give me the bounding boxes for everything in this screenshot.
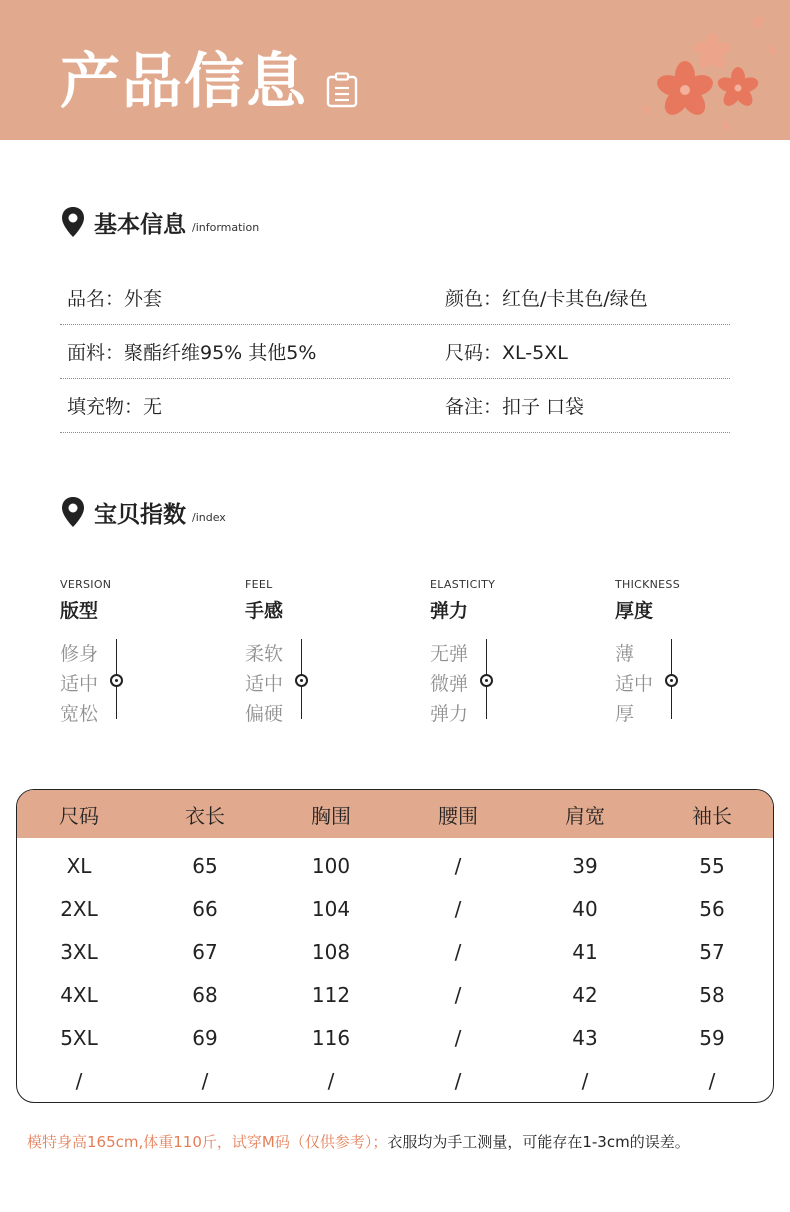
index-option: 修身: [60, 643, 99, 665]
table-cell: 68: [192, 983, 218, 1007]
table-cell: 67: [192, 940, 218, 964]
table-cell: 56: [699, 897, 725, 921]
measure-disclaimer: 衣服均为手工测量，可能存在1-3cm的误差。: [387, 1133, 690, 1151]
index-label-en: THICKNESS: [615, 578, 680, 591]
info-fabric: 面料：聚酯纤维95% 其他5%: [67, 342, 317, 364]
header-chest: 胸围: [311, 804, 351, 828]
table-cell: 104: [311, 897, 351, 921]
table-cell: 66: [192, 897, 218, 921]
header-shoulder: 肩宽: [565, 804, 605, 828]
header-sleeve: 袖长: [692, 804, 732, 828]
cherry-blossom-icon: [630, 10, 790, 135]
table-cell: 59: [699, 1026, 725, 1050]
index-option: 薄: [615, 643, 635, 665]
info-row: [60, 270, 730, 325]
index-label-en: ELASTICITY: [430, 578, 496, 591]
table-cell: /: [327, 1069, 335, 1093]
index-marker: [480, 674, 493, 687]
table-cell: 42: [572, 983, 598, 1007]
index-option: 适中: [60, 673, 99, 695]
size-table: [16, 789, 774, 1103]
header-waist: 腰围: [438, 804, 478, 828]
info-row: [60, 378, 730, 433]
table-cell: 55: [699, 854, 725, 878]
info-name: 品名：外套: [67, 288, 163, 310]
index-label-en: FEEL: [245, 578, 273, 591]
table-cell: /: [581, 1069, 589, 1093]
table-cell: 112: [311, 983, 351, 1007]
table-cell: 40: [572, 897, 598, 921]
location-pin-icon: [60, 206, 86, 238]
index-thickness: [615, 578, 790, 728]
table-cell: 4XL: [60, 983, 98, 1007]
index-label: 版型: [60, 600, 99, 622]
clipboard-icon: [326, 72, 358, 108]
table-cell: 3XL: [60, 940, 98, 964]
index-option: 宽松: [60, 703, 99, 725]
index-option: 微弹: [430, 673, 469, 695]
index-option: 柔软: [245, 643, 284, 665]
index-option: 适中: [245, 673, 284, 695]
basic-info-title: 基本信息: [94, 211, 186, 238]
index-option: 厚: [615, 703, 635, 725]
table-cell: /: [454, 854, 462, 878]
table-cell: /: [454, 983, 462, 1007]
index-subtitle: /index: [192, 510, 226, 524]
info-remark: 备注：扣子 口袋: [445, 396, 585, 418]
info-filling: 填充物：无: [67, 396, 163, 418]
info-color: 颜色：红色/卡其色/绿色: [445, 288, 648, 310]
header-length: 衣长: [185, 804, 225, 828]
measurement-note: [27, 1131, 690, 1152]
index-label: 弹力: [430, 600, 469, 622]
table-cell: 39: [572, 854, 598, 878]
index-marker: [665, 674, 678, 687]
table-cell: 41: [572, 940, 598, 964]
table-cell: /: [75, 1069, 83, 1093]
index-header: [60, 492, 226, 532]
table-cell: 58: [699, 983, 725, 1007]
table-cell: 108: [311, 940, 351, 964]
table-cell: 2XL: [60, 897, 98, 921]
location-pin-icon: [60, 496, 86, 528]
table-cell: 65: [192, 854, 218, 878]
index-label: 厚度: [615, 600, 654, 622]
basic-info-header: [60, 202, 259, 242]
index-label: 手感: [245, 600, 284, 622]
table-header-row: [17, 790, 773, 838]
index-label-en: VERSION: [60, 578, 112, 591]
table-cell: /: [201, 1069, 209, 1093]
table-cell: 43: [572, 1026, 598, 1050]
model-note: 模特身高165cm,体重110斤，试穿M码（仅供参考）；: [27, 1133, 388, 1151]
basic-info-subtitle: /information: [192, 220, 260, 234]
header-size: 尺码: [59, 804, 99, 828]
table-cell: 116: [311, 1026, 351, 1050]
table-cell: 100: [311, 854, 351, 878]
table-cell: /: [454, 940, 462, 964]
index-option: 弹力: [430, 703, 469, 725]
table-cell: 57: [699, 940, 725, 964]
table-cell: /: [454, 897, 462, 921]
info-size-range: 尺码：XL-5XL: [445, 342, 568, 364]
index-option: 偏硬: [245, 703, 284, 725]
header-banner: [0, 0, 790, 140]
index-marker: [295, 674, 308, 687]
index-option: 无弹: [430, 643, 469, 665]
table-cell: /: [708, 1069, 716, 1093]
index-version: [60, 578, 240, 728]
index-feel: [245, 578, 425, 728]
index-option: 适中: [615, 673, 654, 695]
table-cell: XL: [66, 854, 92, 878]
index-elasticity: [430, 578, 610, 728]
table-cell: /: [454, 1069, 462, 1093]
table-cell: 5XL: [60, 1026, 98, 1050]
table-cell: /: [454, 1026, 462, 1050]
index-marker: [110, 674, 123, 687]
table-cell: 69: [192, 1026, 218, 1050]
info-row: [60, 324, 730, 379]
page-title: 产品信息: [60, 47, 308, 117]
index-title: 宝贝指数: [94, 501, 186, 528]
